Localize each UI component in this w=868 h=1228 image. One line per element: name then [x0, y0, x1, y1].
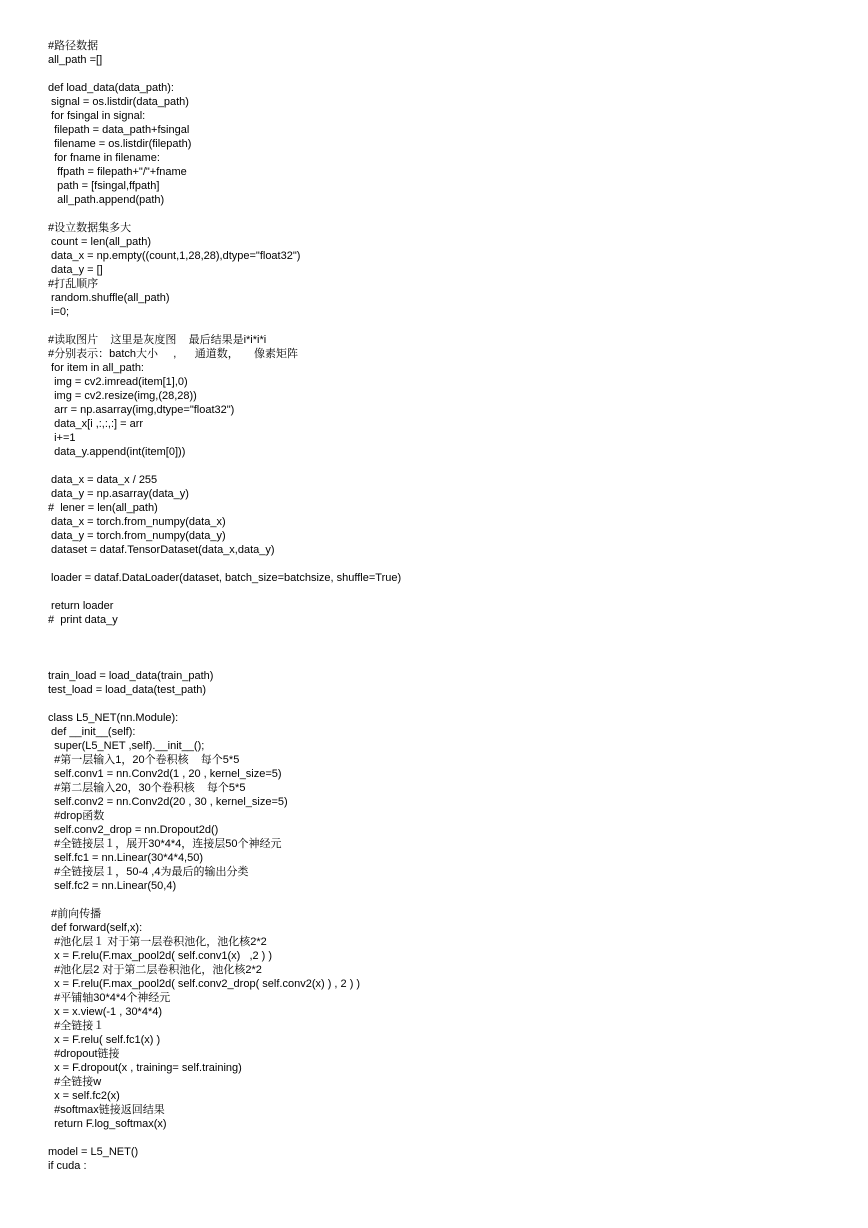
code-line: class L5_NET(nn.Module): [48, 712, 179, 724]
code-line: #设立数据集多大 [48, 222, 132, 234]
code-line: i=0; [48, 306, 70, 318]
code-line: data_y = [] [48, 264, 103, 276]
code-line: loader = dataf.DataLoader(dataset, batch_size=batchsize, shuffle=True) [48, 572, 402, 584]
code-line: random.shuffle(all_path) [48, 292, 170, 304]
code-line: return F.log_softmax(x) [48, 1118, 167, 1130]
code-line: #路径数据 [48, 40, 99, 52]
code-line: #分别表示：batch大小 , 通道数， 像素矩阵 [48, 348, 298, 360]
code-line: return loader [48, 600, 114, 612]
code-line: self.fc2 = nn.Linear(50,4) [48, 880, 177, 892]
code-line: x = x.view(-1 , 30*4*4) [48, 1006, 163, 1018]
blank-line [48, 585, 848, 599]
code-line: # lener = len(all_path) [48, 502, 158, 514]
code-line: #全链接w [48, 1076, 102, 1088]
code-line: x = F.dropout(x , training= self.training) [48, 1062, 242, 1074]
code-line: data_y = np.asarray(data_y) [48, 488, 189, 500]
code-line: #第一层输入1，20个卷积核 每个5*5 [48, 754, 240, 766]
code-line: if cuda : [48, 1160, 87, 1172]
code-line: #打乱顺序 [48, 278, 99, 290]
blank-line [48, 893, 848, 907]
code-line: self.conv2 = nn.Conv2d(20 , 30 , kernel_size=5) [48, 796, 288, 808]
code-line: #drop函数 [48, 810, 105, 822]
blank-line [48, 319, 848, 333]
code-line: img = cv2.imread(item[1],0) [48, 376, 188, 388]
code-line: #第二层输入20，30个卷积核 每个5*5 [48, 782, 246, 794]
code-line: x = F.relu(F.max_pool2d( self.conv1(x) ,2 ) ) [48, 950, 273, 962]
code-line: #前向传播 [48, 908, 102, 920]
code-line: data_x = data_x / 255 [48, 474, 158, 486]
code-line: test_load = load_data(test_path) [48, 684, 207, 696]
code-line: #全链接层１，50-4 ,4为最后的输出分类 [48, 866, 249, 878]
code-line: x = F.relu( self.fc1(x) ) [48, 1034, 161, 1046]
code-line: data_x[i ,:,:,:] = arr [48, 418, 144, 430]
code-line: i+=1 [48, 432, 76, 444]
code-line: for item in all_path: [48, 362, 144, 374]
code-line: data_y.append(int(item[0])) [48, 446, 186, 458]
code-line: filepath = data_path+fsingal [48, 124, 190, 136]
code-line: #池化层１ 对于第一层卷积池化，池化核2*2 [48, 936, 267, 948]
blank-line [48, 1131, 848, 1145]
code-line: data_y = torch.from_numpy(data_y) [48, 530, 226, 542]
code-line: # print data_y [48, 614, 118, 626]
code-line: self.conv1 = nn.Conv2d(1 , 20 , kernel_size=5) [48, 768, 282, 780]
blank-line [48, 67, 848, 81]
code-line: all_path =[] [48, 54, 103, 66]
code-line: data_x = np.empty((count,1,28,28),dtype="float32") [48, 250, 301, 262]
code-line: #softmax链接返回结果 [48, 1104, 165, 1116]
blank-line [48, 459, 848, 473]
code-line: data_x = torch.from_numpy(data_x) [48, 516, 226, 528]
code-line: self.conv2_drop = nn.Dropout2d() [48, 824, 219, 836]
document-page [48, 39, 848, 1173]
blank-line [48, 207, 848, 221]
blank-line [48, 627, 848, 641]
code-line: for fsingal in signal: [48, 110, 146, 122]
code-line: super(L5_NET ,self).__init__(); [48, 740, 205, 752]
blank-line [48, 641, 848, 655]
code-line: ffpath = filepath+"/"+fname [48, 166, 187, 178]
code-line: x = F.relu(F.max_pool2d( self.conv2_drop( self.conv2(x) ) , 2 ) ) [48, 978, 361, 990]
code-line: all_path.append(path) [48, 194, 165, 206]
code-line: x = self.fc2(x) [48, 1090, 120, 1102]
code-line: def load_data(data_path): [48, 82, 174, 94]
code-line: count = len(all_path) [48, 236, 152, 248]
code-line: for fname in filename: [48, 152, 160, 164]
code-line: path = [fsingal,ffpath] [48, 180, 160, 192]
code-line: dataset = dataf.TensorDataset(data_x,data_y) [48, 544, 275, 556]
code-line: #dropout链接 [48, 1048, 120, 1060]
code-line: #平铺轴30*4*4个神经元 [48, 992, 171, 1004]
code-line: #全链接层１，展开30*4*4，连接层50个神经元 [48, 838, 282, 850]
code-line: #池化层2 对于第二层卷积池化，池化核2*2 [48, 964, 262, 976]
blank-line [48, 697, 848, 711]
code-line: filename = os.listdir(filepath) [48, 138, 192, 150]
code-line: img = cv2.resize(img,(28,28)) [48, 390, 197, 402]
code-line: #读取图片 这里是灰度图 最后结果是i*i*i*i [48, 334, 267, 346]
code-line: def __init__(self): [48, 726, 136, 738]
blank-line [48, 557, 848, 571]
code-line: model = L5_NET() [48, 1146, 139, 1158]
blank-line [48, 655, 848, 669]
code-line: def forward(self,x): [48, 922, 143, 934]
code-line: train_load = load_data(train_path) [48, 670, 214, 682]
code-line: self.fc1 = nn.Linear(30*4*4,50) [48, 852, 204, 864]
code-line: signal = os.listdir(data_path) [48, 96, 189, 108]
code-line: arr = np.asarray(img,dtype="float32") [48, 404, 235, 416]
code-line: #全链接１ [48, 1020, 105, 1032]
